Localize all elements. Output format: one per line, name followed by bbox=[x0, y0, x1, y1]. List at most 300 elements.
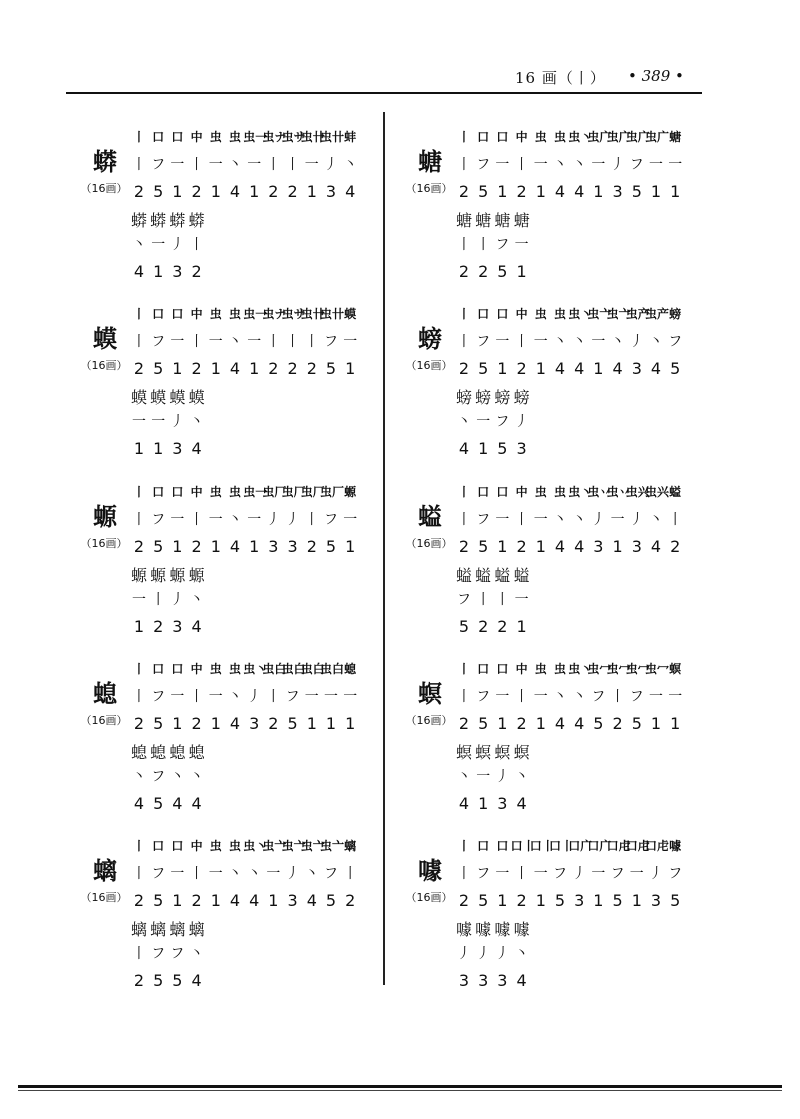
entry-progress-cell: 口 bbox=[171, 839, 184, 853]
entry-strokes2-cell: 丶 bbox=[189, 592, 204, 608]
entry-numbers2-cell: 2 bbox=[458, 262, 470, 281]
character-entry bbox=[405, 483, 683, 653]
entry-strokes2-cell: フ bbox=[457, 592, 471, 608]
entry-progress2-cell: 螈 bbox=[150, 566, 167, 585]
entry-progress-cell: 虫 bbox=[553, 307, 566, 321]
entry-progress-cell: 口 bbox=[152, 839, 165, 853]
entry-strokes2-cell: 丿 bbox=[170, 592, 185, 608]
entry-progress2-cell: 螟 bbox=[494, 743, 511, 762]
entry-numbers-cell: 2 bbox=[458, 537, 470, 556]
entry-strokes-cell: フ bbox=[324, 866, 338, 882]
entry-strokes-cell: フ bbox=[151, 866, 166, 882]
entry-strokes2-cell: 丨 bbox=[132, 946, 146, 962]
entry-progress2-cell: 螭 bbox=[150, 920, 167, 939]
entry-numbers-cell: 2 bbox=[191, 182, 202, 201]
entry-progress-cell: 口丨 bbox=[529, 839, 554, 853]
entry-numbers2-cell: 4 bbox=[133, 262, 145, 281]
entry-strokes2-cell: 丨 bbox=[495, 592, 510, 608]
entry-numbers2-cell: 5 bbox=[153, 794, 164, 813]
entry-progress-cell: 口虍 bbox=[606, 839, 631, 853]
entry-numbers-cell: 1 bbox=[650, 714, 662, 733]
entry-numbers2-cell: 4 bbox=[191, 617, 202, 636]
entry-strokes-cell: 丨 bbox=[132, 334, 146, 350]
entry-strokes2-cell: 丿 bbox=[170, 414, 185, 430]
entry-progress2-cell: 螟 bbox=[475, 743, 492, 762]
entry-progress-cell: 虫 bbox=[553, 485, 566, 499]
entry-character: 蟒 bbox=[93, 148, 117, 176]
entry-strokes-cell: 丶 bbox=[649, 334, 663, 350]
entry-numbers-cell: 1 bbox=[631, 891, 642, 910]
entry-progress-cell: 丨 bbox=[132, 839, 145, 853]
entry-strokes-cell: フ bbox=[668, 334, 683, 350]
entry-numbers-cell: 2 bbox=[670, 537, 681, 556]
entry-strokes-cell: 丨 bbox=[610, 689, 625, 705]
entry-numbers2-cell: 5 bbox=[172, 971, 183, 990]
entry-numbers-cell: 1 bbox=[670, 182, 681, 201]
entry-strokes-cell: フ bbox=[476, 157, 491, 173]
entry-numbers2-cell: 3 bbox=[497, 971, 508, 990]
entry-progress-cell: 虫冖 bbox=[606, 662, 631, 676]
entry-strokes-cell: 一 bbox=[304, 689, 319, 705]
entry-numbers-cell: 5 bbox=[670, 891, 681, 910]
entry-strokes-cell: 一 bbox=[208, 866, 223, 882]
entry-character: 螅 bbox=[93, 680, 117, 708]
entry-character: 螭 bbox=[93, 857, 117, 885]
entry-numbers2-cell: 4 bbox=[516, 971, 527, 990]
entry-numbers-cell: 1 bbox=[210, 182, 221, 201]
entry-progress-cell: 虫产 bbox=[645, 307, 670, 321]
entry-progress-cell: 虫 bbox=[209, 485, 222, 499]
entry-numbers2-cell: 3 bbox=[172, 262, 183, 281]
entry-numbers-cell: 4 bbox=[650, 359, 662, 378]
entry-numbers2-cell: 2 bbox=[133, 971, 145, 990]
entry-character: 蟆 bbox=[93, 325, 117, 353]
entry-progress-cell: 口 bbox=[152, 307, 165, 321]
entry-progress-cell: 口虍 bbox=[625, 839, 650, 853]
entry-numbers2-cell: 2 bbox=[478, 617, 489, 636]
entry-stroke-count: （16画） bbox=[405, 537, 453, 550]
entry-strokes2-cell: 丶 bbox=[514, 769, 529, 785]
character-entry bbox=[405, 305, 683, 475]
entry-numbers2-cell: 4 bbox=[133, 794, 145, 813]
entry-progress2-cell: 螗 bbox=[455, 211, 472, 230]
entry-progress-cell: 虫产 bbox=[625, 307, 650, 321]
entry-numbers-cell: 4 bbox=[574, 182, 585, 201]
entry-numbers2-cell: 1 bbox=[478, 439, 489, 458]
entry-progress-cell: 虫 bbox=[209, 130, 222, 144]
entry-numbers-cell: 1 bbox=[172, 891, 183, 910]
entry-progress-cell: 口丨 bbox=[510, 839, 535, 853]
entry-numbers-cell: 2 bbox=[191, 891, 202, 910]
entry-numbers-cell: 4 bbox=[574, 714, 585, 733]
entry-numbers-cell: 2 bbox=[458, 714, 470, 733]
entry-numbers-cell: 4 bbox=[650, 537, 662, 556]
entry-strokes-cell: 丶 bbox=[228, 512, 242, 528]
entry-progress-cell: 中 bbox=[515, 130, 528, 144]
entry-numbers2-cell: 5 bbox=[497, 262, 508, 281]
entry-numbers-cell: 1 bbox=[535, 182, 546, 201]
entry-numbers2-cell: 1 bbox=[516, 262, 527, 281]
entry-strokes-cell: 一 bbox=[170, 157, 185, 173]
entry-progress-cell: 虫广 bbox=[645, 130, 670, 144]
entry-progress2-cell: 螠 bbox=[494, 566, 511, 585]
entry-progress-cell: 口广 bbox=[568, 839, 593, 853]
entry-strokes2-cell: フ bbox=[170, 946, 185, 962]
entry-numbers2-cell: 4 bbox=[191, 794, 202, 813]
entry-stroke-count: （16画） bbox=[405, 359, 453, 372]
entry-progress-cell: 中 bbox=[515, 662, 528, 676]
entry-numbers-cell: 3 bbox=[631, 359, 642, 378]
entry-strokes-cell: 丨 bbox=[343, 866, 358, 882]
entry-strokes-cell: 丶 bbox=[228, 689, 242, 705]
entry-progress-cell: 螈 bbox=[344, 485, 357, 499]
entry-numbers-cell: 2 bbox=[306, 359, 317, 378]
entry-strokes2-cell: 一 bbox=[132, 414, 146, 430]
entry-numbers-cell: 2 bbox=[191, 714, 202, 733]
entry-numbers-cell: 2 bbox=[516, 891, 527, 910]
entry-progress-cell: 虫ナ bbox=[262, 307, 287, 321]
entry-strokes-cell: 丨 bbox=[285, 157, 300, 173]
entry-progress2-cell: 蟒 bbox=[130, 211, 147, 230]
entry-progress-cell: 丨 bbox=[132, 485, 145, 499]
entry-strokes-cell: 丨 bbox=[514, 689, 529, 705]
entry-strokes-cell: 丶 bbox=[228, 334, 242, 350]
entry-strokes-cell: フ bbox=[553, 866, 567, 882]
entry-strokes2-cell: 丿 bbox=[495, 769, 510, 785]
entry-numbers-cell: 4 bbox=[229, 537, 241, 556]
entry-strokes2-cell: 丿 bbox=[514, 414, 529, 430]
entry-numbers2-cell: 2 bbox=[497, 617, 508, 636]
entry-strokes-cell: 丿 bbox=[285, 512, 300, 528]
entry-numbers-cell: 4 bbox=[229, 359, 241, 378]
entry-strokes-cell: 丶 bbox=[553, 512, 567, 528]
entry-numbers-cell: 1 bbox=[172, 182, 183, 201]
entry-progress2-cell: 蟆 bbox=[169, 388, 186, 407]
entry-progress-cell: 虫一 bbox=[243, 485, 268, 499]
entry-strokes-cell: 一 bbox=[170, 512, 185, 528]
entry-strokes-cell: 丿 bbox=[285, 866, 300, 882]
entry-numbers-cell: 3 bbox=[631, 537, 642, 556]
entry-stroke-count: （16画） bbox=[80, 359, 128, 372]
entry-progress2-cell: 螠 bbox=[455, 566, 472, 585]
entry-strokes2-cell: 丨 bbox=[476, 592, 491, 608]
entry-strokes2-cell: 丶 bbox=[189, 769, 204, 785]
entry-numbers-cell: 5 bbox=[153, 182, 164, 201]
entry-strokes-cell: 丨 bbox=[189, 512, 204, 528]
entry-strokes-cell: 丨 bbox=[189, 689, 204, 705]
entry-progress-cell: 虫一 bbox=[243, 307, 268, 321]
entry-strokes-cell: 一 bbox=[495, 512, 510, 528]
character-entry bbox=[405, 660, 683, 830]
entry-numbers-cell: 2 bbox=[612, 714, 623, 733]
entry-numbers-cell: 2 bbox=[287, 182, 298, 201]
entry-strokes-cell: 丨 bbox=[304, 334, 319, 350]
entry-strokes-cell: フ bbox=[629, 689, 644, 705]
entry-strokes2-cell: 丨 bbox=[457, 237, 471, 253]
entry-numbers-cell: 2 bbox=[458, 359, 470, 378]
entry-strokes-cell: 丨 bbox=[514, 512, 529, 528]
entry-numbers2-cell: 5 bbox=[153, 971, 164, 990]
column-divider bbox=[383, 112, 385, 985]
entry-numbers-cell: 3 bbox=[325, 182, 337, 201]
entry-progress-cell: 螟 bbox=[669, 662, 682, 676]
entry-strokes2-cell: 丶 bbox=[189, 946, 204, 962]
entry-numbers-cell: 5 bbox=[325, 537, 337, 556]
entry-strokes-cell: 丨 bbox=[132, 866, 146, 882]
entry-numbers-cell: 2 bbox=[191, 359, 202, 378]
header-rule bbox=[66, 92, 702, 94]
page-number: • 389 • bbox=[628, 67, 684, 85]
entry-progress-cell: 虫ナ bbox=[262, 130, 287, 144]
entry-numbers2-cell: 2 bbox=[478, 262, 489, 281]
entry-strokes-cell: 丨 bbox=[457, 689, 471, 705]
entry-numbers-cell: 5 bbox=[153, 891, 164, 910]
entry-progress2-cell: 螃 bbox=[494, 388, 511, 407]
entry-strokes-cell: 丿 bbox=[266, 512, 281, 528]
entry-numbers-cell: 1 bbox=[593, 359, 604, 378]
entry-numbers-cell: 4 bbox=[229, 714, 241, 733]
entry-progress-cell: 虫 bbox=[228, 839, 241, 853]
entry-progress-cell: 虫兴 bbox=[645, 485, 670, 499]
character-entry bbox=[80, 305, 358, 475]
entry-progress2-cell: 螅 bbox=[188, 743, 205, 762]
entry-strokes-cell: 一 bbox=[304, 157, 319, 173]
entry-strokes2-cell: フ bbox=[495, 237, 510, 253]
entry-numbers-cell: 2 bbox=[516, 182, 527, 201]
entry-strokes2-cell: 丶 bbox=[457, 769, 471, 785]
entry-strokes-cell: 一 bbox=[668, 689, 683, 705]
entry-numbers-cell: 2 bbox=[268, 182, 279, 201]
entry-numbers-cell: 3 bbox=[574, 891, 585, 910]
entry-strokes-cell: 丶 bbox=[572, 157, 587, 173]
entry-strokes-cell: 一 bbox=[170, 866, 185, 882]
entry-strokes-cell: フ bbox=[151, 334, 166, 350]
entry-numbers-cell: 4 bbox=[306, 891, 317, 910]
entry-numbers-cell: 4 bbox=[249, 891, 260, 910]
entry-numbers-cell: 5 bbox=[478, 891, 489, 910]
entry-strokes-cell: 一 bbox=[533, 512, 548, 528]
entry-strokes-cell: 一 bbox=[208, 157, 223, 173]
entry-strokes2-cell: 丿 bbox=[457, 946, 471, 962]
entry-strokes-cell: フ bbox=[476, 689, 491, 705]
entry-progress2-cell: 噱 bbox=[513, 920, 530, 939]
entry-numbers-cell: 5 bbox=[478, 537, 489, 556]
entry-numbers-cell: 2 bbox=[268, 359, 279, 378]
entry-progress2-cell: 蟆 bbox=[188, 388, 205, 407]
entry-numbers-cell: 1 bbox=[650, 182, 662, 201]
entry-numbers2-cell: 1 bbox=[478, 794, 489, 813]
entry-progress-cell: 丨 bbox=[457, 130, 470, 144]
entry-numbers-cell: 2 bbox=[133, 359, 145, 378]
entry-progress2-cell: 螠 bbox=[475, 566, 492, 585]
entry-numbers-cell: 1 bbox=[535, 359, 546, 378]
entry-character: 螗 bbox=[418, 148, 442, 176]
entry-progress-cell: 虫 bbox=[209, 307, 222, 321]
entry-numbers2-cell: 1 bbox=[516, 617, 527, 636]
entry-strokes2-cell: 丨 bbox=[189, 237, 204, 253]
entry-progress-cell: 口 bbox=[152, 130, 165, 144]
entry-numbers-cell: 1 bbox=[593, 182, 604, 201]
entry-progress-cell: 虫サ bbox=[281, 130, 306, 144]
entry-strokes-cell: フ bbox=[151, 157, 166, 173]
entry-numbers-cell: 2 bbox=[133, 537, 145, 556]
entry-strokes2-cell: 丨 bbox=[151, 592, 166, 608]
entry-progress-cell: 口 bbox=[477, 485, 490, 499]
entry-strokes-cell: 一 bbox=[343, 512, 358, 528]
entry-progress-cell: 虫 bbox=[534, 307, 547, 321]
entry-character: 螟 bbox=[418, 680, 442, 708]
entry-strokes-cell: フ bbox=[151, 512, 166, 528]
entry-numbers-cell: 4 bbox=[612, 359, 623, 378]
entry-progress2-cell: 螗 bbox=[494, 211, 511, 230]
entry-numbers-cell: 1 bbox=[210, 891, 221, 910]
entry-strokes-cell: 一 bbox=[247, 157, 262, 173]
entry-progress-cell: 虫亠 bbox=[606, 307, 631, 321]
entry-strokes-cell: 丶 bbox=[304, 866, 319, 882]
entry-strokes-cell: 一 bbox=[649, 157, 663, 173]
entry-numbers-cell: 3 bbox=[287, 537, 298, 556]
entry-strokes-cell: フ bbox=[476, 334, 491, 350]
entry-strokes-cell: 一 bbox=[170, 689, 185, 705]
entry-numbers-cell: 5 bbox=[478, 359, 489, 378]
entry-strokes-cell: 一 bbox=[533, 689, 548, 705]
entry-progress-cell: 虫冖 bbox=[625, 662, 650, 676]
entry-strokes2-cell: フ bbox=[151, 946, 166, 962]
entry-strokes-cell: 丨 bbox=[132, 512, 146, 528]
entry-numbers-cell: 4 bbox=[554, 537, 566, 556]
entry-numbers2-cell: 1 bbox=[133, 617, 145, 636]
entry-strokes-cell: 丿 bbox=[610, 157, 625, 173]
footer-rule bbox=[18, 1085, 782, 1088]
entry-progress-cell: 虫亠 bbox=[320, 839, 345, 853]
entry-numbers-cell: 1 bbox=[345, 359, 356, 378]
entry-numbers-cell: 1 bbox=[172, 359, 183, 378]
entry-progress-cell: 虫サ bbox=[281, 307, 306, 321]
entry-strokes-cell: 一 bbox=[533, 334, 548, 350]
entry-numbers2-cell: 4 bbox=[516, 794, 527, 813]
entry-numbers-cell: 1 bbox=[593, 891, 604, 910]
entry-progress-cell: 螅 bbox=[344, 662, 357, 676]
entry-progress-cell: 虫厂 bbox=[262, 485, 287, 499]
entry-progress-cell: 丨 bbox=[457, 662, 470, 676]
entry-progress-cell: 虫 bbox=[228, 485, 241, 499]
entry-progress-cell: 口 bbox=[171, 662, 184, 676]
entry-strokes-cell: 一 bbox=[668, 157, 683, 173]
entry-numbers-cell: 1 bbox=[306, 182, 317, 201]
entry-progress-cell: 口 bbox=[477, 662, 490, 676]
character-entry bbox=[80, 837, 358, 1007]
entry-numbers-cell: 2 bbox=[306, 537, 317, 556]
entry-numbers2-cell: 2 bbox=[153, 617, 164, 636]
entry-numbers2-cell: 3 bbox=[516, 439, 527, 458]
entry-progress-cell: 螗 bbox=[669, 130, 682, 144]
entry-numbers2-cell: 3 bbox=[497, 794, 508, 813]
entry-numbers-cell: 5 bbox=[478, 714, 489, 733]
entry-numbers-cell: 4 bbox=[229, 891, 241, 910]
entry-strokes-cell: 丨 bbox=[304, 512, 319, 528]
entry-numbers-cell: 3 bbox=[268, 537, 279, 556]
entry-strokes-cell: 一 bbox=[533, 866, 548, 882]
entry-strokes-cell: 丨 bbox=[285, 334, 300, 350]
entry-strokes-cell: 丿 bbox=[629, 334, 644, 350]
entry-strokes-cell: 一 bbox=[629, 866, 644, 882]
entry-strokes-cell: 丨 bbox=[266, 334, 281, 350]
entry-numbers-cell: 1 bbox=[172, 714, 183, 733]
entry-progress-cell: 虫厂 bbox=[320, 485, 345, 499]
entry-stroke-count: （16画） bbox=[405, 714, 453, 727]
entry-progress-cell: 虫亠 bbox=[281, 839, 306, 853]
entry-progress-cell: 丨 bbox=[132, 130, 145, 144]
entry-strokes-cell: 一 bbox=[170, 334, 185, 350]
entry-progress-cell: 口 bbox=[496, 839, 509, 853]
entry-strokes-cell: 丶 bbox=[553, 689, 567, 705]
entry-progress2-cell: 蟒 bbox=[188, 211, 205, 230]
entry-numbers-cell: 1 bbox=[345, 537, 356, 556]
entry-strokes-cell: 一 bbox=[495, 157, 510, 173]
entry-progress-cell: 虫兴 bbox=[625, 485, 650, 499]
entry-progress-cell: 丨 bbox=[132, 307, 145, 321]
entry-strokes-cell: 丨 bbox=[189, 334, 204, 350]
entry-progress2-cell: 噱 bbox=[475, 920, 492, 939]
entry-progress-cell: 虫 bbox=[228, 662, 241, 676]
entry-numbers-cell: 3 bbox=[249, 714, 260, 733]
entry-progress-cell: 口 bbox=[496, 485, 509, 499]
entry-numbers2-cell: 2 bbox=[191, 262, 202, 281]
entry-progress-cell: 虫 bbox=[209, 662, 222, 676]
entry-strokes-cell: 一 bbox=[208, 512, 223, 528]
entry-strokes2-cell: 丶 bbox=[132, 769, 146, 785]
entry-strokes-cell: 一 bbox=[266, 866, 281, 882]
entry-progress-cell: 虫 bbox=[209, 839, 222, 853]
entry-numbers-cell: 4 bbox=[229, 182, 241, 201]
entry-strokes2-cell: 丿 bbox=[495, 946, 510, 962]
entry-progress-cell: 虫 bbox=[534, 130, 547, 144]
entry-numbers-cell: 2 bbox=[458, 182, 470, 201]
entry-strokes-cell: 丨 bbox=[457, 866, 471, 882]
entry-character: 螈 bbox=[93, 503, 117, 531]
entry-numbers-cell: 1 bbox=[612, 537, 623, 556]
entry-numbers-cell: 5 bbox=[153, 537, 164, 556]
entry-numbers-cell: 1 bbox=[535, 714, 546, 733]
entry-strokes-cell: フ bbox=[324, 334, 338, 350]
entry-strokes2-cell: 丶 bbox=[132, 237, 146, 253]
entry-strokes-cell: 一 bbox=[343, 334, 358, 350]
entry-numbers-cell: 1 bbox=[306, 714, 317, 733]
entry-stroke-count: （16画） bbox=[405, 182, 453, 195]
entry-progress2-cell: 蟆 bbox=[150, 388, 167, 407]
entry-strokes-cell: 丨 bbox=[668, 512, 683, 528]
entry-numbers-cell: 4 bbox=[554, 359, 566, 378]
entry-numbers2-cell: 3 bbox=[458, 971, 470, 990]
entry-progress-cell: 虫厂 bbox=[300, 485, 325, 499]
entry-progress-cell: 蟆 bbox=[344, 307, 357, 321]
entry-progress2-cell: 蟒 bbox=[169, 211, 186, 230]
entry-strokes-cell: 丨 bbox=[132, 689, 146, 705]
entry-numbers2-cell: 3 bbox=[478, 971, 489, 990]
entry-strokes-cell: 一 bbox=[247, 334, 262, 350]
entry-strokes-cell: 一 bbox=[649, 689, 663, 705]
entry-stroke-count: （16画） bbox=[405, 891, 453, 904]
entry-progress2-cell: 螅 bbox=[150, 743, 167, 762]
entry-character: 螃 bbox=[418, 325, 442, 353]
entry-character: 螠 bbox=[418, 503, 442, 531]
entry-numbers-cell: 1 bbox=[249, 537, 260, 556]
entry-progress2-cell: 螃 bbox=[475, 388, 492, 407]
entry-stroke-count: （16画） bbox=[80, 891, 128, 904]
entry-progress-cell: 口 bbox=[152, 485, 165, 499]
entry-numbers-cell: 1 bbox=[497, 182, 508, 201]
entry-strokes-cell: 丨 bbox=[457, 334, 471, 350]
